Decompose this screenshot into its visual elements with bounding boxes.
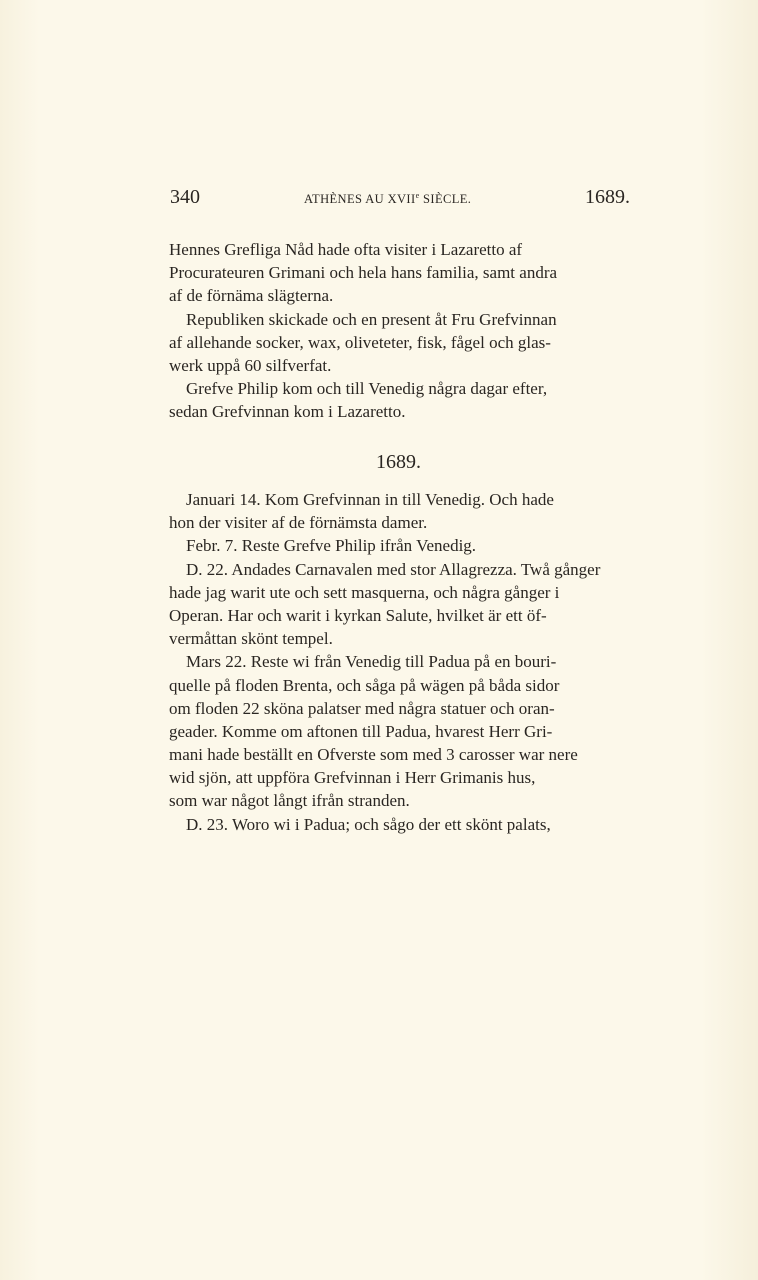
running-head [304,191,471,207]
text-line: Operan. Har och warit i kyrkan Salute, hvilket är ett öf- [169,605,547,625]
text-line: hade jag warit ute och sett masquerna, och några gånger i [169,582,560,602]
text-line: som war något långt ifrån stranden. [169,791,410,811]
text-line: Mars 22. Reste wi från Venedig till Padua på en bouri- [169,652,557,672]
page-number: 340 [170,186,200,208]
text-line: wid sjön, att uppföra Grefvinnan i Herr Grimanis hus, [169,768,536,788]
text-block-bottom [169,488,637,836]
text-line: mani hade beställt en Ofverste som med 3 carosser war nere [169,745,578,765]
text-line: D. 23. Woro wi i Padua; och sågo der ett skönt palats, [169,814,551,834]
text-line: om floden 22 sköna palatser med några statuer och oran- [169,698,555,718]
text-line: geader. Komme om aftonen till Padua, hvarest Herr Gri- [169,721,553,741]
text-line: af de förnäma slägterna. [169,286,334,306]
text-line: Grefve Philip kom och till Venedig några dagar efter, [169,379,548,399]
section-heading-year: 1689. [376,451,421,473]
text-line: Procurateuren Grimani och hela hans familia, samt andra [169,263,558,283]
text-block-top [169,238,637,424]
running-head-end: SIÈCLE. [419,192,472,206]
text-line: quelle på floden Brenta, och såga på wägen på båda sidor [169,675,560,695]
page-header [170,186,630,212]
text-line: Febr. 7. Reste Grefve Philip ifrån Venedig. [169,536,477,556]
running-head-superscript: e [415,191,420,200]
text-line: vermåttan skönt tempel. [169,629,333,649]
text-line: af allehande socker, wax, oliveteter, fisk, fågel och glas- [169,332,551,352]
text-line: D. 22. Andades Carnavalen med stor Allagrezza. Twå gånger [169,559,601,579]
text-line: werk uppå 60 silfverfat. [169,355,332,375]
text-line: Hennes Grefliga Nåd hade ofta visiter i Lazaretto af [169,240,523,259]
text-line: Januari 14. Kom Grefvinnan in till Venedig. Och hade [169,490,554,509]
header-year: 1689. [585,186,630,208]
text-line: hon der visiter af de förnämsta damer. [169,513,428,533]
text-line: sedan Grefvinnan kom i Lazaretto. [169,402,406,422]
text-line: Republiken skickade och en present åt Fru Grefvinnan [169,309,557,329]
running-head-title: ATHÈNES AU XVII [304,192,416,206]
